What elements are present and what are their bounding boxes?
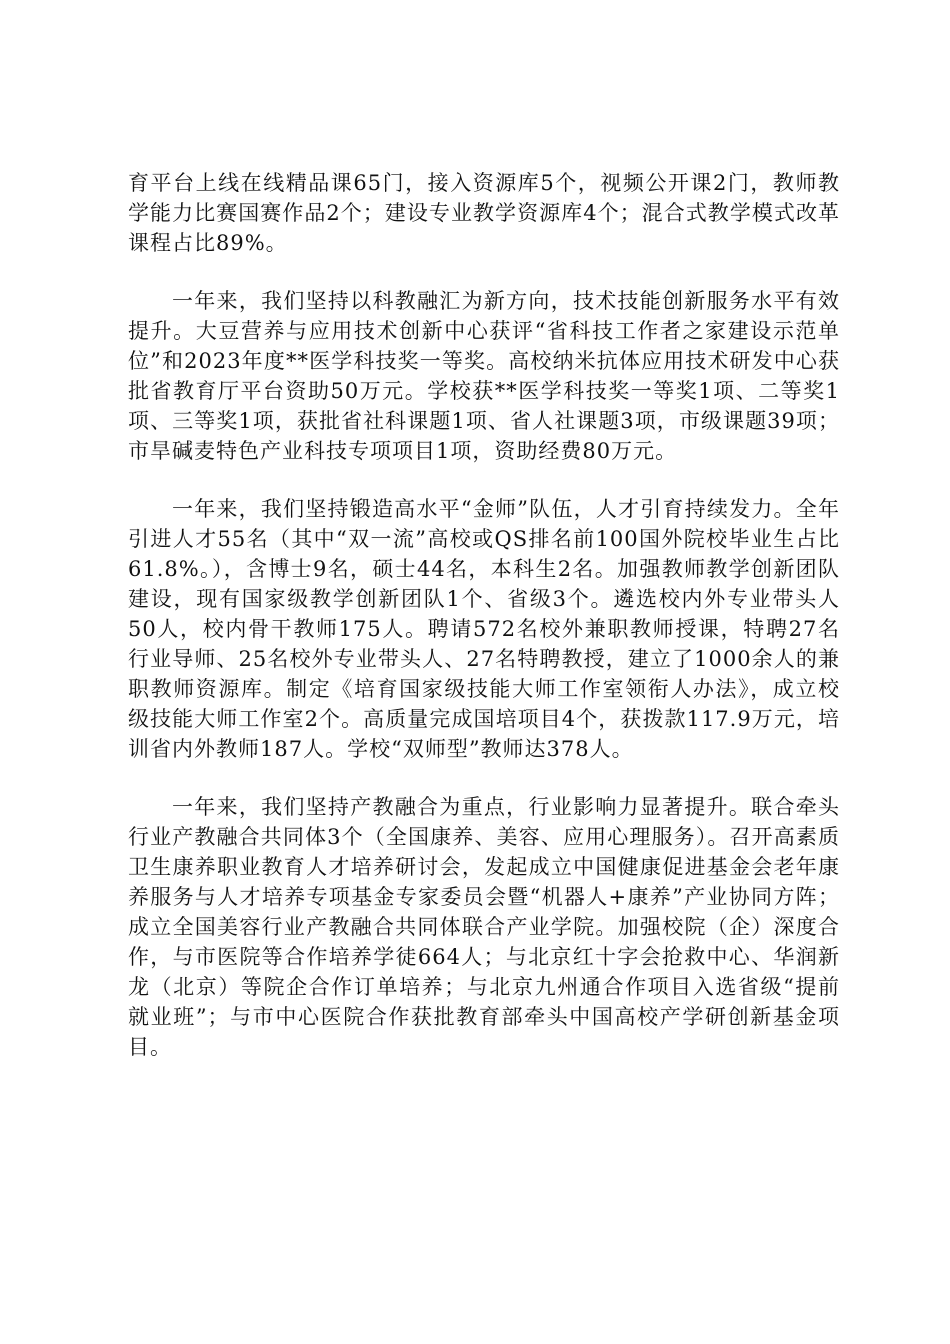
paragraph-1: 育平台上线在线精品课65门，接入资源库5个，视频公开课2门，教师教学能力比赛国赛作品2个；建设专业教学资源库4个；混合式教学模式改革课程占比89%。 bbox=[128, 171, 840, 255]
paragraph-4: 一年来，我们坚持产教融合为重点，行业影响力显著提升。联合牵头行业产教融合共同体3个（全国康养、美容、应用心理服务）。召开高素质卫生康养职业教育人才培养研讨会，发起成立中国健康促进基金会老年康养服务与人才培养专项基金专家委员会暨“机器人+康养”产业协同方阵；成立全国美容行业产教融合共同体联合产业学院。加强校院（企）深度合作，与市医院等合作培养学徒664人；与北京红十字会抢救中心、华润新龙（北京）等院企合作订单培养；与北京九州通合作项目入选省级“提前就业班”；与市中心医院合作获批教育部牵头中国高校产学研创新基金项目。 bbox=[128, 795, 840, 1059]
paragraph-2: 一年来，我们坚持以科教融汇为新方向，技术技能创新服务水平有效提升。大豆营养与应用技术创新中心获评“省科技工作者之家建设示范单位”和2023年度**医学科技奖一等奖。高校纳米抗体应用技术研发中心获批省教育厅平台资助50万元。学校获**医学科技奖一等奖1项、二等奖1项、三等奖1项，获批省社科课题1项、省人社课题3项，市级课题39项；市旱碱麦特色产业科技专项项目1项，资助经费80万元。 bbox=[128, 289, 840, 463]
paragraph-3: 一年来，我们坚持锻造高水平“金师”队伍，人才引育持续发力。全年引进人才55名（其中“双一流”高校或QS排名前100国外院校毕业生占比61.8%。），含博士9名，硕士44名，本科生2名。加强教师教学创新团队建设，现有国家级教学创新团队1个、省级3个。遴选校内外专业带头人50人，校内骨干教师175人。聘请572名校外兼职教师授课，特聘27名行业导师、25名校外专业带头人、27名特聘教授，建立了1000余人的兼职教师资源库。制定《培育国家级技能大师工作室领衔人办法》，成立校级技能大师工作室2个。高质量完成国培项目4个，获拨款117.9万元，培训省内外教师187人。学校“双师型”教师达378人。 bbox=[128, 497, 840, 761]
document-page bbox=[128, 168, 840, 1090]
